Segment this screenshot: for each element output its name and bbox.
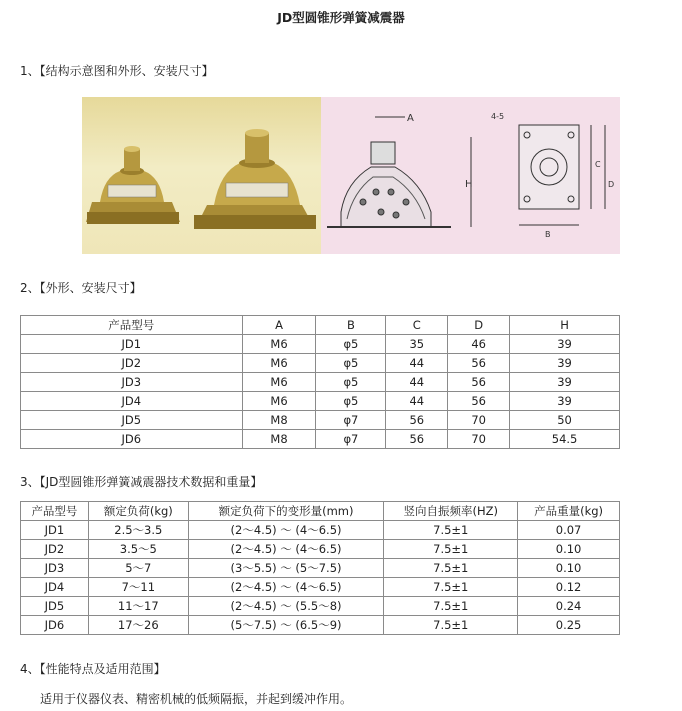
column-header: 竖向自振频率(HZ) xyxy=(384,502,518,521)
table-cell: 0.12 xyxy=(518,578,620,597)
table-header-row xyxy=(21,316,620,335)
table-cell: 7.5±1 xyxy=(384,540,518,559)
table-cell: JD3 xyxy=(21,559,89,578)
table-cell: 0.24 xyxy=(518,597,620,616)
table-cell: 7.5±1 xyxy=(384,578,518,597)
table-cell: JD4 xyxy=(21,392,243,411)
table-cell: (5～7.5) ～ (6.5～9) xyxy=(188,616,384,635)
hole-label: 4-5 xyxy=(491,112,505,121)
column-header: 产品型号 xyxy=(21,316,243,335)
table-cell: JD3 xyxy=(21,373,243,392)
table-cell: JD5 xyxy=(21,411,243,430)
table-cell: φ5 xyxy=(316,373,386,392)
table-row xyxy=(21,354,620,373)
table-cell: 2.5～3.5 xyxy=(88,521,188,540)
table-cell: 44 xyxy=(386,373,448,392)
table-cell: M8 xyxy=(242,411,316,430)
column-header: C xyxy=(386,316,448,335)
table-cell: 50 xyxy=(510,411,620,430)
table-cell: φ7 xyxy=(316,411,386,430)
table-cell: M6 xyxy=(242,392,316,411)
table-row xyxy=(21,597,620,616)
table-cell: 0.10 xyxy=(518,540,620,559)
column-header: B xyxy=(316,316,386,335)
table-cell: 7.5±1 xyxy=(384,597,518,616)
page-title: JD型圆锥形弹簧减震器 xyxy=(277,10,405,25)
table-cell: 56 xyxy=(386,430,448,449)
table-cell: 44 xyxy=(386,354,448,373)
table-cell: JD1 xyxy=(21,521,89,540)
section-2-heading: 2、【外形、安装尺寸】 xyxy=(20,281,142,295)
column-header: 产品重量(kg) xyxy=(518,502,620,521)
section-1-heading: 1、【结构示意图和外形、安装尺寸】 xyxy=(20,64,214,78)
table-cell: 39 xyxy=(510,335,620,354)
table-cell: JD2 xyxy=(21,354,243,373)
column-header: 产品型号 xyxy=(21,502,89,521)
table-cell: φ5 xyxy=(316,335,386,354)
table-cell: JD5 xyxy=(21,597,89,616)
table-cell: (2～4.5) ～ (4～6.5) xyxy=(188,578,384,597)
column-header: 额定负荷下的变形量(mm) xyxy=(188,502,384,521)
table-row xyxy=(21,540,620,559)
table-cell: 44 xyxy=(386,392,448,411)
cross-section-drawing xyxy=(321,97,620,254)
table-row xyxy=(21,430,620,449)
technical-data-table xyxy=(20,501,620,635)
dimension-table xyxy=(20,315,620,449)
table-cell: 56 xyxy=(448,354,510,373)
cross-section-view xyxy=(327,113,473,227)
table-cell: φ5 xyxy=(316,392,386,411)
table-cell: (2～4.5) ～ (4～6.5) xyxy=(188,521,384,540)
dim-A-label: A xyxy=(407,113,414,124)
table-cell: 0.25 xyxy=(518,616,620,635)
section-4-heading: 4、【性能特点及适用范围】 xyxy=(20,662,166,676)
table-cell: 7.5±1 xyxy=(384,559,518,578)
table-row xyxy=(21,335,620,354)
column-header: H xyxy=(510,316,620,335)
table-cell: JD6 xyxy=(21,430,243,449)
table-row xyxy=(21,578,620,597)
table-cell: M8 xyxy=(242,430,316,449)
table-cell: 17～26 xyxy=(88,616,188,635)
small-damper-image xyxy=(86,146,180,224)
table-cell: 39 xyxy=(510,392,620,411)
table-cell: 70 xyxy=(448,411,510,430)
table-row xyxy=(21,392,620,411)
table-cell: 0.07 xyxy=(518,521,620,540)
table-cell: (3～5.5) ～ (5～7.5) xyxy=(188,559,384,578)
product-figure xyxy=(82,97,620,254)
table-cell: 54.5 xyxy=(510,430,620,449)
table-cell: 5～7 xyxy=(88,559,188,578)
table-row xyxy=(21,521,620,540)
product-photo xyxy=(82,97,321,254)
top-view xyxy=(491,112,614,239)
large-damper-image xyxy=(194,129,316,229)
table-cell: 7.5±1 xyxy=(384,616,518,635)
dim-D-label: D xyxy=(608,180,615,189)
table-cell: JD6 xyxy=(21,616,89,635)
table-row xyxy=(21,616,620,635)
column-header: A xyxy=(242,316,316,335)
table-cell: 39 xyxy=(510,354,620,373)
table-cell: 46 xyxy=(448,335,510,354)
dim-B-label: B xyxy=(545,230,551,239)
table-cell: JD4 xyxy=(21,578,89,597)
table-cell: JD2 xyxy=(21,540,89,559)
column-header: D xyxy=(448,316,510,335)
application-description: 适用于仪器仪表、精密机械的低频隔振，并起到缓冲作用。 xyxy=(40,692,353,706)
table-cell: 7.5±1 xyxy=(384,521,518,540)
table-cell: M6 xyxy=(242,354,316,373)
table-cell: φ7 xyxy=(316,430,386,449)
table-cell: JD1 xyxy=(21,335,243,354)
table-cell: 56 xyxy=(386,411,448,430)
table-cell: 35 xyxy=(386,335,448,354)
table-cell: 3.5～5 xyxy=(88,540,188,559)
table-row xyxy=(21,411,620,430)
table-cell: M6 xyxy=(242,373,316,392)
section-3-heading: 3、【JD型圆锥形弹簧减震器技术数据和重量】 xyxy=(20,475,263,489)
column-header: 额定负荷(kg) xyxy=(88,502,188,521)
dim-C-label: C xyxy=(595,160,601,169)
structure-drawing xyxy=(321,97,620,254)
table-cell: 70 xyxy=(448,430,510,449)
table-cell: (2～4.5) ～ (5.5～8) xyxy=(188,597,384,616)
table-cell: 0.10 xyxy=(518,559,620,578)
table-cell: 7～11 xyxy=(88,578,188,597)
table-row xyxy=(21,373,620,392)
table-cell: 11～17 xyxy=(88,597,188,616)
table-row xyxy=(21,559,620,578)
table-cell: M6 xyxy=(242,335,316,354)
table-cell: (2～4.5) ～ (4～6.5) xyxy=(188,540,384,559)
dim-H-label: H xyxy=(465,179,473,190)
table-cell: φ5 xyxy=(316,354,386,373)
table-cell: 39 xyxy=(510,373,620,392)
damper-photo-graphic xyxy=(82,97,321,254)
table-cell: 56 xyxy=(448,373,510,392)
table-header-row xyxy=(21,502,620,521)
table-cell: 56 xyxy=(448,392,510,411)
